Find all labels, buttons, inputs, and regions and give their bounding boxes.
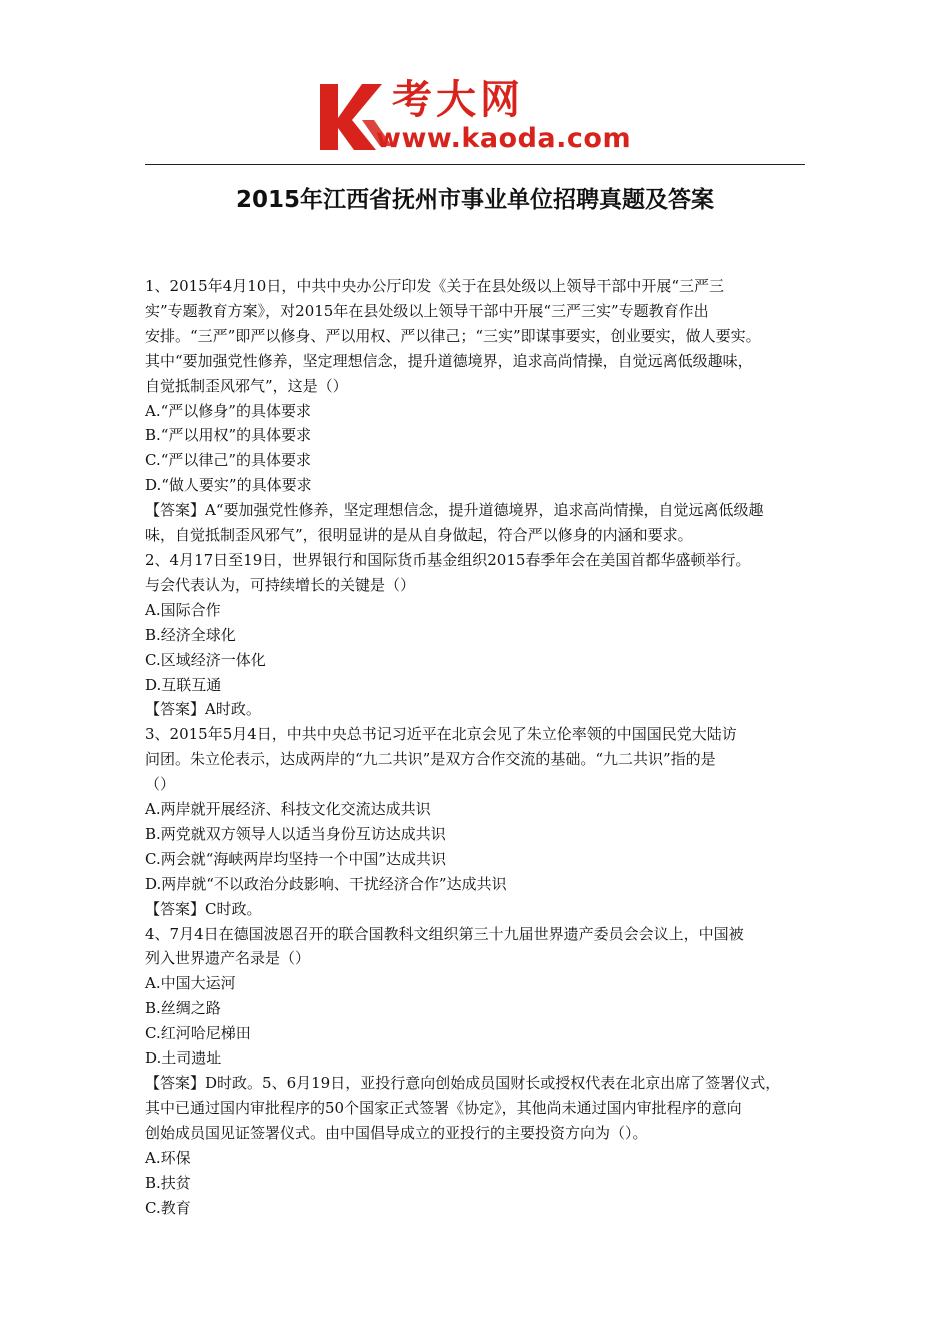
option-line: B.“严以用权”的具体要求 <box>145 426 312 445</box>
text-line: 自觉抵制歪风邪气”，这是（） <box>145 376 348 395</box>
header-divider <box>145 164 805 165</box>
option-line: C.两会就“海峡两岸均坚持一个中国”达成共识 <box>145 849 447 868</box>
text-line: 列入世界遗产名录是（） <box>145 949 311 968</box>
option-line: D.土司遗址 <box>145 1049 222 1068</box>
option-line: A.环保 <box>145 1148 191 1167</box>
option-line: B.扶贫 <box>145 1173 191 1192</box>
text-line: 3、2015年5月4日，中共中央总书记习近平在北京会见了朱立伦率领的中国国民党大陆访 <box>145 725 737 744</box>
option-line: D.两岸就“不以政治分歧影响、干扰经济合作”达成共识 <box>145 874 507 893</box>
option-line: C.教育 <box>145 1198 191 1217</box>
option-line: C.红河哈尼梯田 <box>145 1024 251 1043</box>
text-line: 其中已通过国内审批程序的50个国家正式签署《协定》，其他尚未通过国内审批程序的意向 <box>145 1098 742 1117</box>
option-line: A.“严以修身”的具体要求 <box>145 401 311 420</box>
text-line: 1、2015年4月10日，中共中央办公厅印发《关于在县处级以上领导干部中开展“三严三 <box>145 277 725 295</box>
option-line: D.“做人要实”的具体要求 <box>145 476 312 495</box>
document-title: 2015年江西省抚州市事业单位招聘真题及答案 <box>235 187 714 213</box>
answer-line: 【答案】A时政。 <box>145 700 261 719</box>
option-line: C.“严以律己”的具体要求 <box>145 451 312 470</box>
text-line: 4、7月4日在德国波恩召开的联合国教科文组织第三十九届世界遗产委员会会议上，中国被 <box>145 924 744 943</box>
option-line: B.两党就双方领导人以适当身份互访达成共识 <box>145 824 446 843</box>
answer-line: 【答案】A“要加强党性修养，坚定理想信念，提升道德境界，追求高尚情操，自觉远离低级趣 <box>145 501 764 520</box>
option-line: D.互联互通 <box>145 675 222 694</box>
option-line: A.中国大运河 <box>145 974 236 993</box>
option-line: C.区域经济一体化 <box>145 650 266 669</box>
text-line: （） <box>145 775 176 794</box>
answer-line: 【答案】D时政。5、6月19日，亚投行意向创始成员国财长或授权代表在北京出席了签署仪式， <box>145 1074 781 1092</box>
answer-line: 【答案】C时政。 <box>145 899 262 918</box>
text-line: 问团。朱立伦表示，达成两岸的“九二共识”是双方合作交流的基础。“九二共识”指的是 <box>145 750 716 769</box>
text-line: 安排。“三严”即严以修身、严以用权、严以律己；“三实”即谋事要实，创业要实，做人要实。 <box>145 326 761 345</box>
text-line: 其中“要加强党性修养，坚定理想信念，提升道德境界，追求高尚情操，自觉远离低级趣味， <box>145 351 753 370</box>
kaoda-logo <box>318 78 638 158</box>
logo-brand-url: www.kaoda.com <box>376 123 632 154</box>
document-body <box>145 274 810 1220</box>
option-line: B.经济全球化 <box>145 625 236 644</box>
option-line: A.两岸就开展经济、科技文化交流达成共识 <box>145 800 431 819</box>
answer-line: 味，自觉抵制歪风邪气”，很明显讲的是从自身做起，符合严以修身的内涵和要求。 <box>145 526 693 545</box>
text-line: 创始成员国见证签署仪式。由中国倡导成立的亚投行的主要投资方向为（）。 <box>145 1123 648 1142</box>
text-line: 实”专题教育方案》，对2015年在县处级以上领导干部中开展“三严三实”专题教育作出 <box>145 301 709 320</box>
logo-brand-cn: 考大网 <box>392 77 524 123</box>
text-line: 2、4月17日至19日，世界银行和国际货币基金组织2015春季年会在美国首都华盛顿举行。 <box>145 550 751 569</box>
text-line: 与会代表认为，可持续增长的关键是（） <box>145 575 416 594</box>
option-line: B.丝绸之路 <box>145 999 221 1018</box>
option-line: A.国际合作 <box>145 600 221 619</box>
